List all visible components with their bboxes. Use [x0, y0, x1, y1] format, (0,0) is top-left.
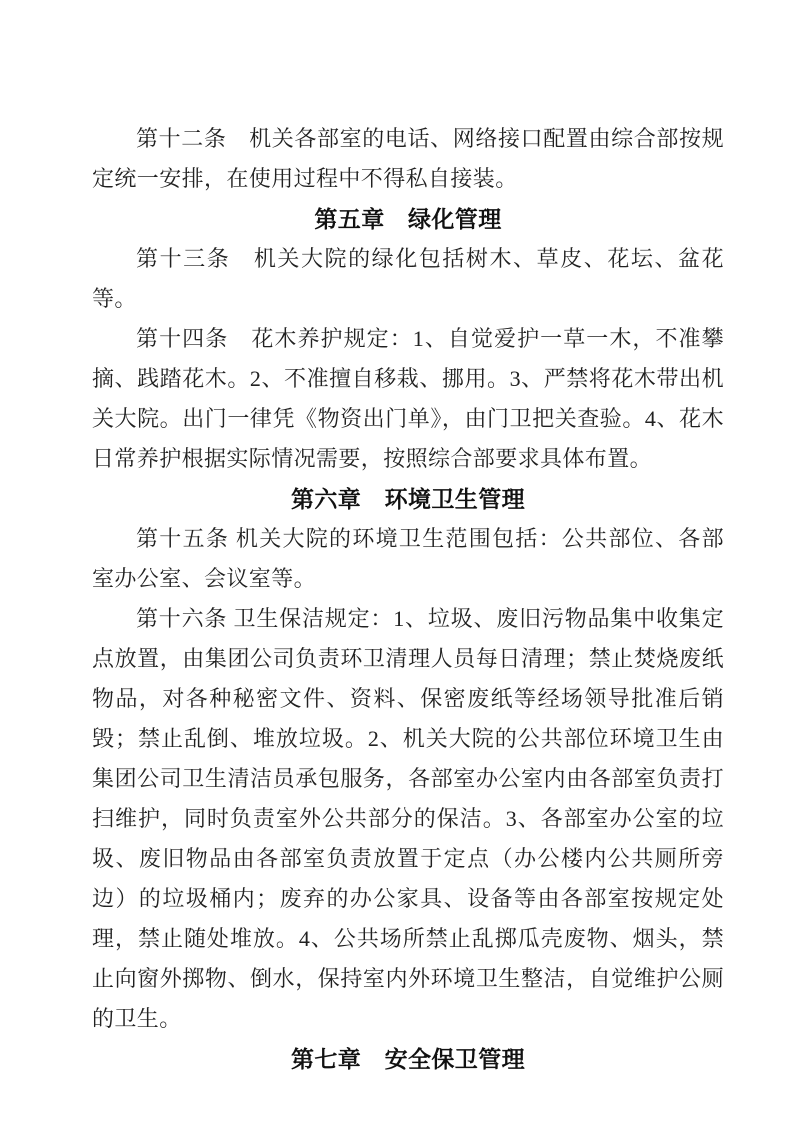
- paragraph-article-16: 第十六条 卫生保洁规定：1、垃圾、废旧污物品集中收集定点放置，由集团公司负责环卫清理人员每日清理；禁止焚烧废纸物品，对各种秘密文件、资料、保密废纸等经场领导批准后销毁；禁止乱倒、堆放垃圾。2、机关大院的公共部位环境卫生由集团公司卫生清洁员承包服务，各部室办公室内由各部室负责打扫维护，同时负责室外公共部分的保洁。3、各部室办公室的垃圾、废旧物品由各部室负责放置于定点（办公楼内公共厕所旁边）的垃圾桶内；废弃的办公家具、设备等由各部室按规定处理，禁止随处堆放。4、公共场所禁止乱掷瓜壳废物、烟头，禁止向窗外掷物、倒水，保持室内外环境卫生整洁，自觉维护公厕的卫生。: [92, 606, 724, 1031]
- chapter-heading-7: 第七章 安全保卫管理: [291, 1046, 525, 1072]
- paragraph-article-15: 第十五条 机关大院的环境卫生范围包括：公共部位、各部室办公室、会议室等。: [92, 526, 724, 591]
- chapter-heading-6: 第六章 环境卫生管理: [291, 486, 525, 512]
- document-body: [92, 119, 724, 1079]
- paragraph-article-12: 第十二条 机关各部室的电话、网络接口配置由综合部按规定统一安排，在使用过程中不得私自接装。: [92, 126, 724, 191]
- chapter-heading-5: 第五章 绿化管理: [314, 206, 502, 232]
- paragraph-article-13: 第十三条 机关大院的绿化包括树木、草皮、花坛、盆花等。: [92, 246, 724, 311]
- paragraph-article-14: 第十四条 花木养护规定：1、自觉爱护一草一木，不准攀摘、践踏花木。2、不准擅自移栽、挪用。3、严禁将花木带出机关大院。出门一律凭《物资出门单》，由门卫把关查验。4、花木日常养护根据实际情况需要，按照综合部要求具体布置。: [92, 326, 724, 471]
